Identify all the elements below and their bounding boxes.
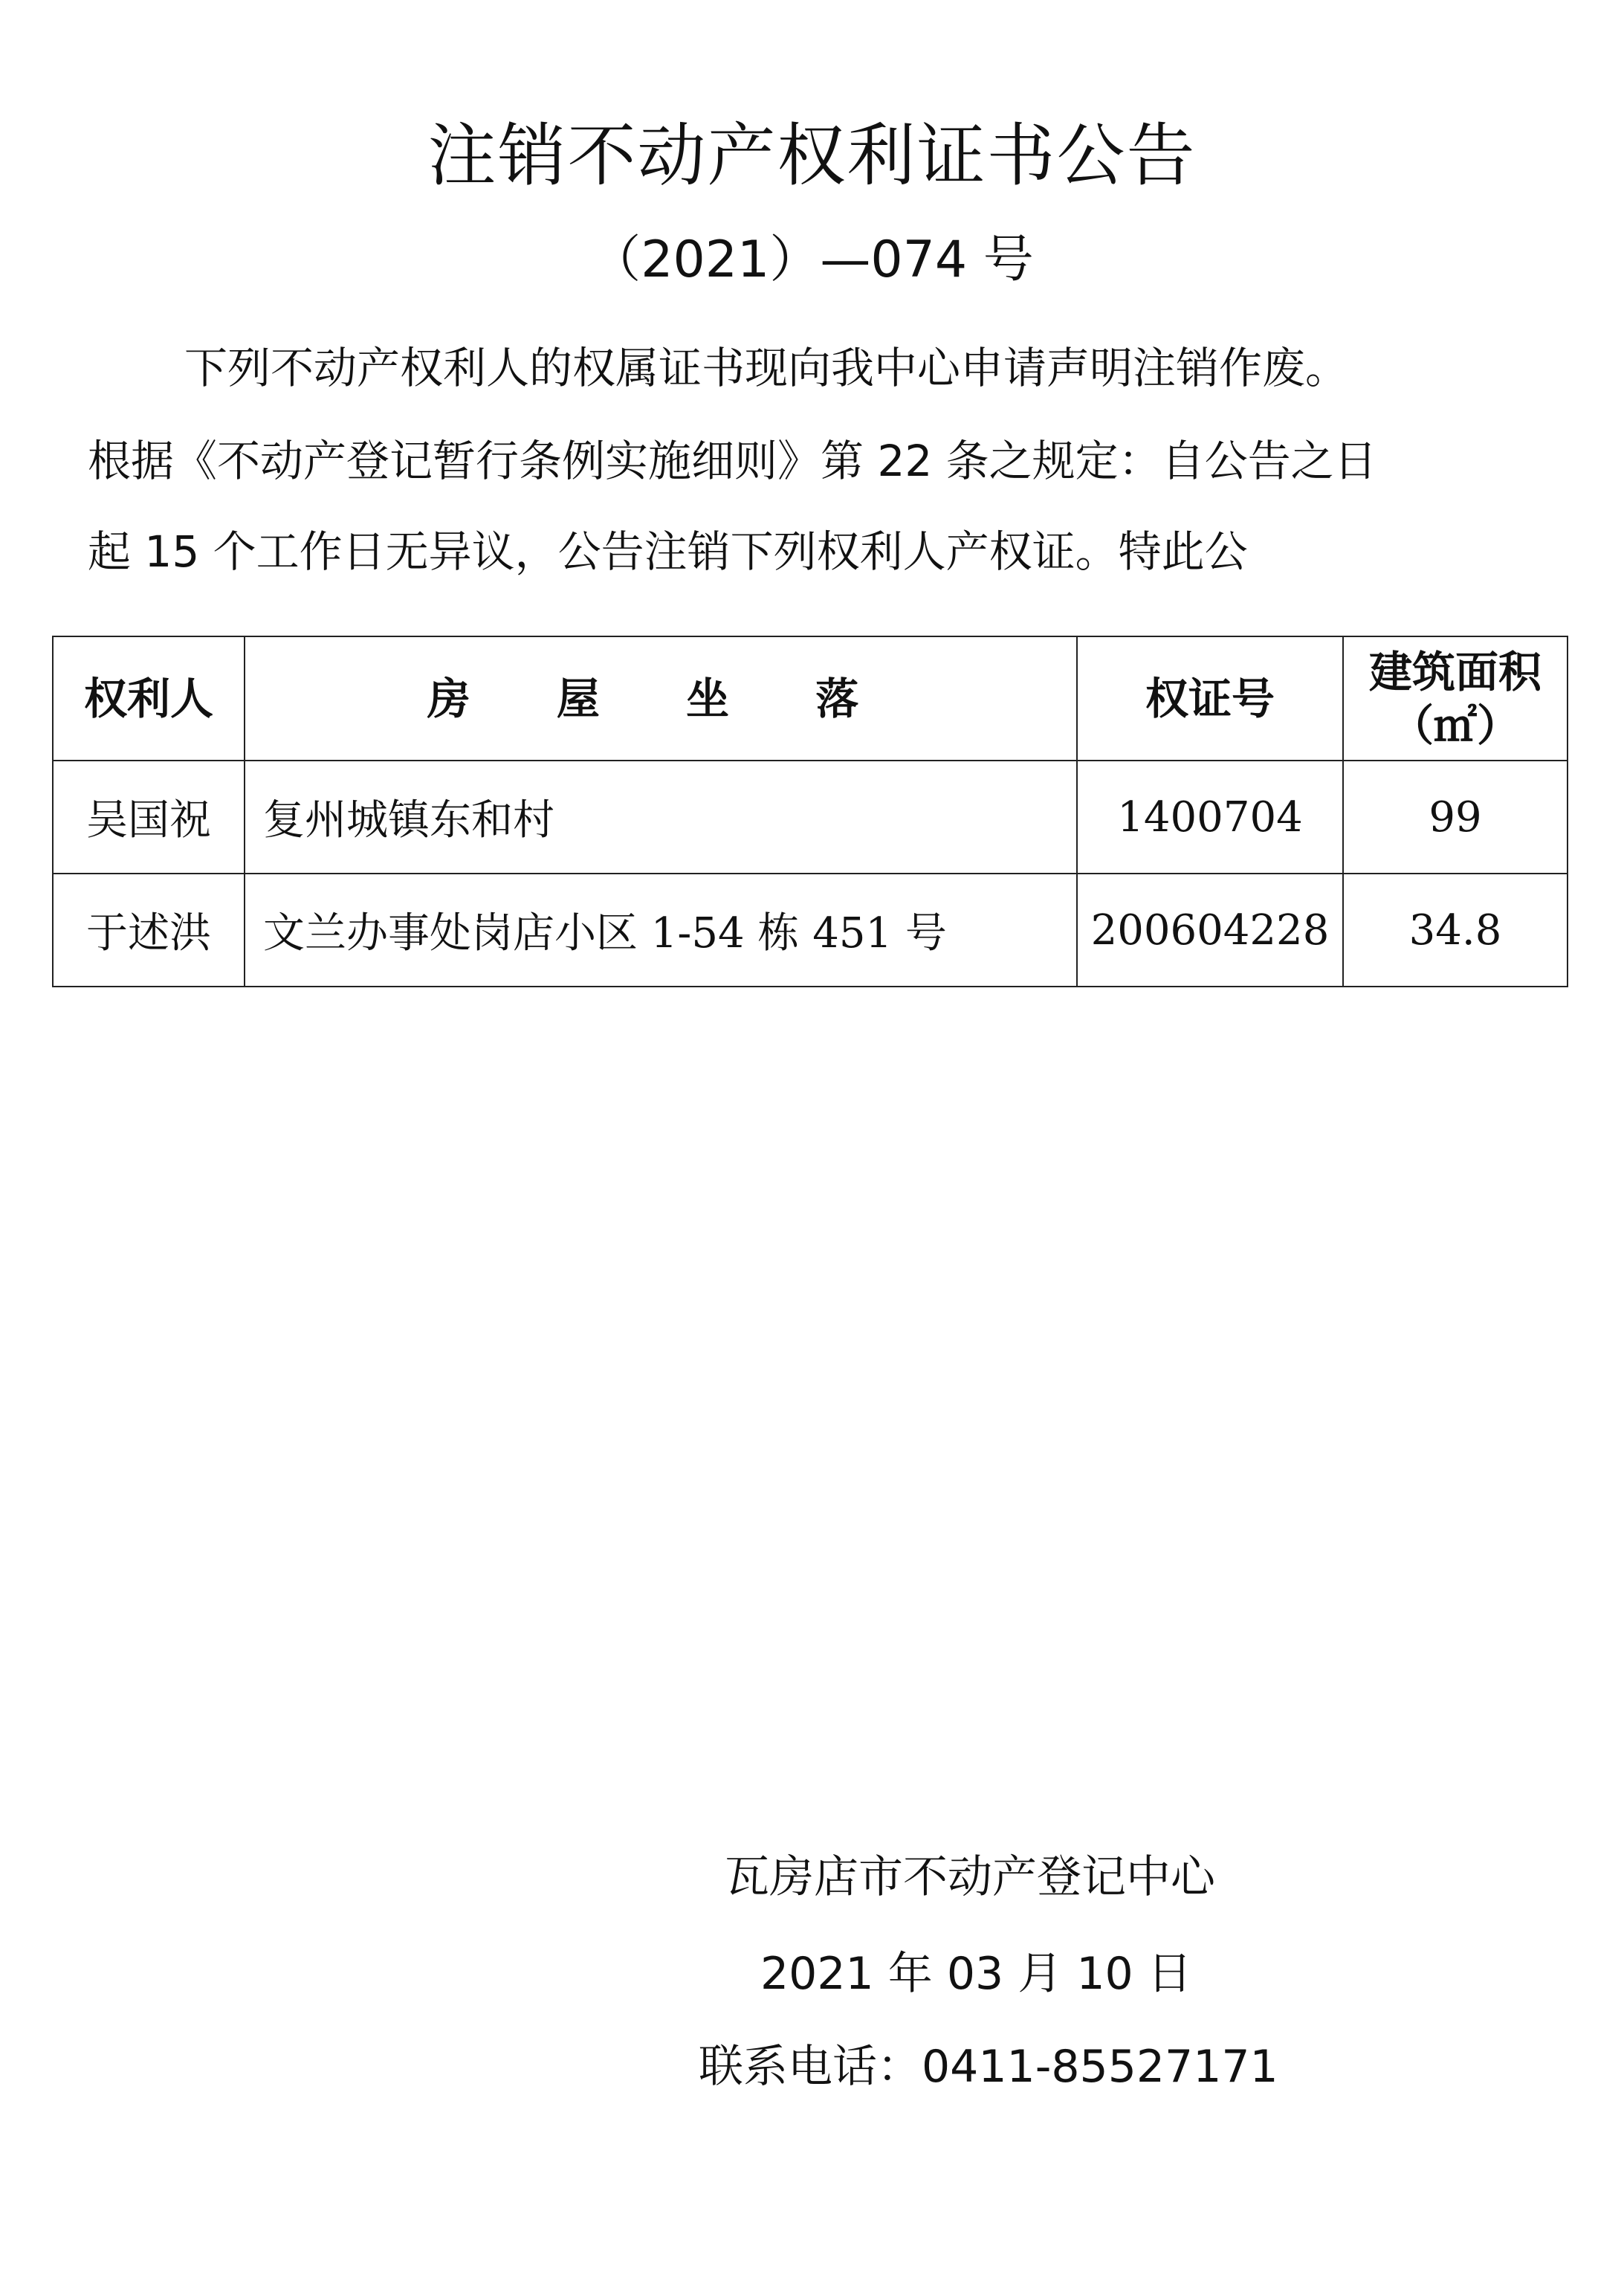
header-location-label: 房 屋 坐 落 <box>427 673 895 724</box>
notice-paragraph-line-3: 起 15 个工作日无异议，公告注销下列权利人产权证。特此公 <box>88 526 1248 577</box>
cell-owner: 吴国祝 <box>53 761 245 874</box>
footer-phone: 联系电话：0411-85527171 <box>699 2041 1278 2093</box>
footer-date: 2021 年 03 月 10 日 <box>760 1948 1192 2000</box>
footer-organization: 瓦房店市不动产登记中心 <box>725 1851 1215 1903</box>
cell-owner: 于述洪 <box>53 874 245 987</box>
table-row <box>53 874 1568 987</box>
header-owner: 权利人 <box>53 636 245 761</box>
table-header-row <box>53 636 1568 761</box>
cell-area: 99 <box>1343 761 1568 874</box>
notice-number: （2021）—074 号 <box>590 230 1034 289</box>
cell-location: 复州城镇东和村 <box>245 761 1077 874</box>
certificate-table <box>52 636 1568 987</box>
header-area-line-1: 建筑面积 <box>1368 646 1541 697</box>
header-location <box>245 636 1077 761</box>
cell-cert-no: 1400704 <box>1077 761 1343 874</box>
table-row <box>53 761 1568 874</box>
notice-paragraph-line-1: 下列不动产权利人的权属证书现向我中心申请声明注销作废。 <box>184 343 1349 393</box>
cell-area: 34.8 <box>1343 874 1568 987</box>
header-cert-no: 权证号 <box>1077 636 1343 761</box>
header-area <box>1343 636 1568 761</box>
cell-cert-no: 200604228 <box>1077 874 1343 987</box>
notice-paragraph-line-2: 根据《不动产登记暂行条例实施细则》第 22 条之规定：自公告之日 <box>88 436 1377 486</box>
header-area-line-2: （㎡） <box>1390 700 1520 751</box>
cell-location: 文兰办事处岗店小区 1-54 栋 451 号 <box>245 874 1077 987</box>
notice-title: 注销不动产权利证书公告 <box>427 116 1197 196</box>
